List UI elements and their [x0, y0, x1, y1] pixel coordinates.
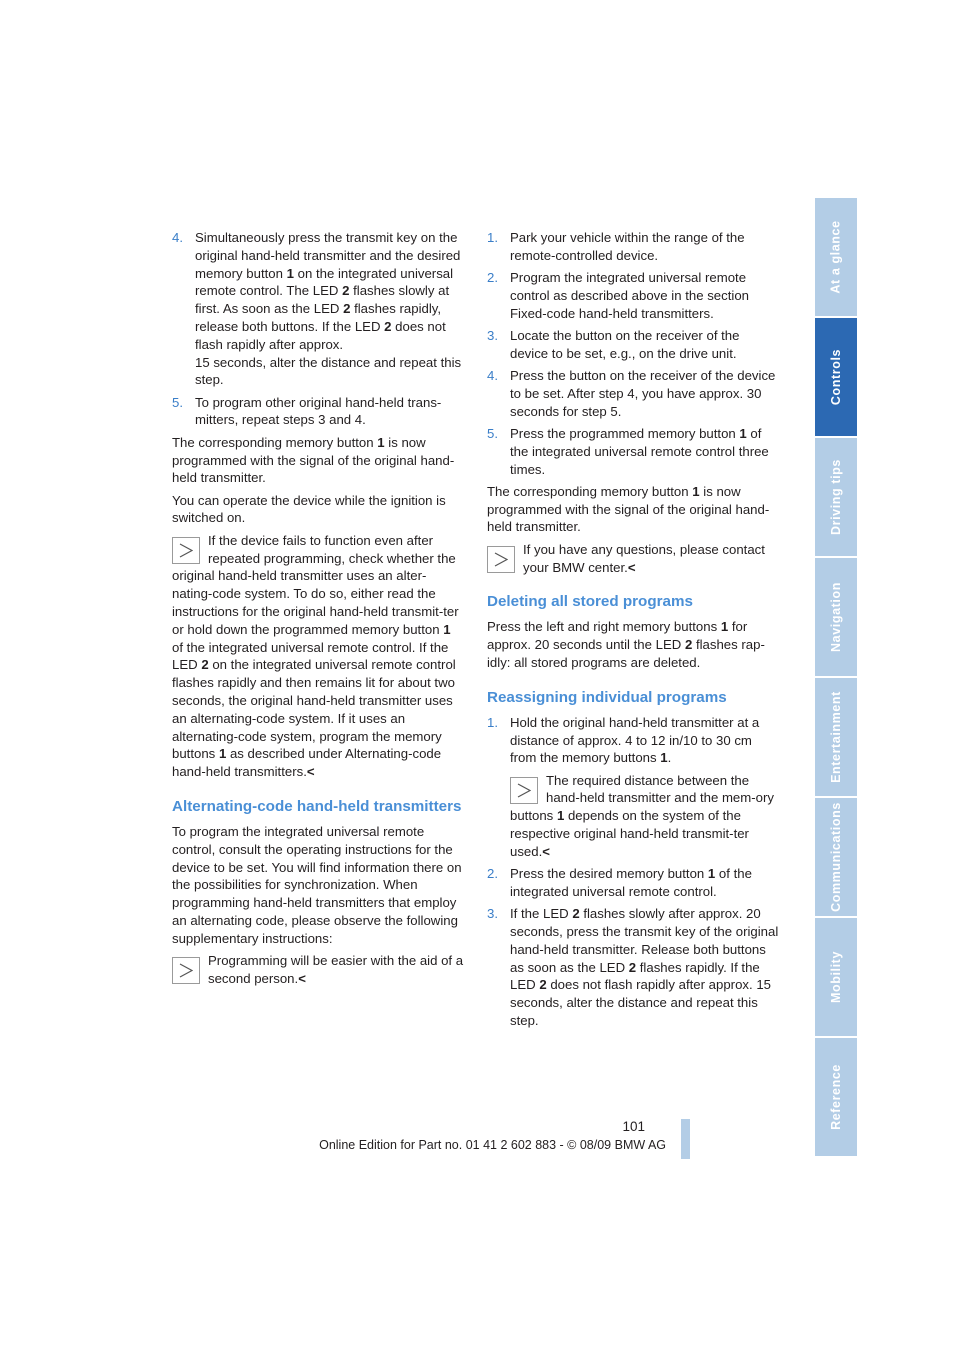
- step-text: Simultaneously press the transmit key on the original hand-held transmitter and the desired memory button 1 on the integrated universal remote control. The LED 2 flashes slowly at first. As soon as the LED 2 flashes rapidly, release both buttons. If the LED 2 does not flash rapidly after approx. 15 seconds, alter the distance and repeat this step.: [195, 230, 462, 388]
- paragraph: To program the integrated universal remote control, consult the operating instructions for the device to be set. You will find information there on the possibilities for synchronization. When programming hand-held transmitters that employ an alternating code, please observe the following supplementary instructions:: [172, 823, 462, 946]
- section-heading: Reassigning individual programs: [487, 688, 727, 706]
- end-mark: <: [542, 843, 550, 859]
- chapter-sidebar: [815, 198, 857, 1160]
- step-5: [172, 394, 464, 430]
- note-arrow-icon: [172, 537, 200, 564]
- end-mark: <: [298, 970, 306, 986]
- note: Programming will be easier with the aid of a second person.<: [172, 952, 464, 988]
- note: The required distance between the hand-held transmitter and the mem-ory buttons 1 depends on the system of the respective original hand-held transmit-ter used.<: [510, 772, 774, 859]
- paragraph: The corresponding memory button 1 is now programmed with the signal of the original hand-held transmitter.: [487, 483, 770, 535]
- tab-at-a-glance[interactable]: At a glance: [815, 198, 857, 316]
- end-mark: <: [306, 764, 315, 780]
- right-column: [487, 229, 779, 1034]
- step-1: 1. Hold the original hand-held transmitter at a distance of approx. 4 to 12 in/10 to 30 cm from the memory buttons 1.: [487, 714, 760, 766]
- note-arrow-icon: [510, 777, 538, 804]
- footer-edition-note: Online Edition for Part no. 01 41 2 602 883 - © 08/09 BMW AG: [319, 1138, 666, 1152]
- tab-entertainment[interactable]: Entertainment: [815, 678, 857, 796]
- section-heading: Deleting all stored programs: [487, 593, 693, 611]
- tab-controls[interactable]: Controls: [815, 318, 857, 436]
- paragraph: You can operate the device while the ignition is switched on.: [172, 492, 446, 526]
- step-2: 2. Press the desired memory button 1 of the integrated universal remote control.: [487, 866, 752, 899]
- step-1: 1. Park your vehicle within the range of the remote-controlled device.: [487, 230, 745, 263]
- section-heading: Alternating-code hand-held transmitters: [172, 797, 462, 815]
- step-3: 3. If the LED 2 flashes slowly after approx. 20 seconds, press the transmit key of the original hand-held transmitter. Release both buttons as soon as the LED 2 flashes rapidly. If the LED 2 does not flash rapidly after approx. 15 seconds, alter the distance and repeat this step.: [487, 906, 779, 1028]
- step-number: 5.: [172, 394, 183, 410]
- page-number: 101: [622, 1119, 645, 1134]
- note-arrow-icon: [487, 546, 515, 573]
- step-3: 3. Locate the button on the receiver of the device to be set, e.g., on the drive unit.: [487, 327, 740, 361]
- step-4: [172, 229, 464, 389]
- paragraph: The corresponding memory button 1 is now programmed with the signal of the original hand-held transmitter.: [172, 434, 455, 486]
- note: If you have any questions, please contact your BMW center.<: [487, 541, 779, 577]
- step-text: To program other original hand-held trans-mitters, repeat steps 3 and 4.: [195, 394, 442, 428]
- step-4: 4. Press the button on the receiver of the device to be set. After step 4, you have approx. 30 seconds for step 5.: [487, 368, 776, 419]
- page-marker-bar: [681, 1119, 690, 1159]
- note-arrow-icon: [172, 957, 200, 984]
- tab-driving-tips[interactable]: Driving tips: [815, 438, 857, 556]
- tab-reference[interactable]: Reference: [815, 1038, 857, 1156]
- tab-mobility[interactable]: Mobility: [815, 918, 857, 1036]
- note: If the device fails to function even after repeated programming, check whether the original hand-held transmitter uses an alter-nating-code system. To do so, either read the instructions for the original hand-held transmit-ter or hold down the programmed memory button 1 of the integrated universal remote control. If the LED 2 on the integrated universal remote control flashes rapidly and then remains lit for about two seconds, the original hand-held transmitter uses an alternating-code system. If it uses an alternating-code system, program the memory buttons 1 as described under Alternating-code hand-held transmitters.<: [172, 532, 459, 780]
- tab-navigation[interactable]: Navigation: [815, 558, 857, 676]
- end-mark: <: [627, 559, 636, 575]
- left-column: [172, 229, 464, 992]
- tab-communications[interactable]: Communications: [815, 798, 857, 916]
- step-5: 5. Press the programmed memory button 1 of the integrated universal remote control three times.: [487, 425, 769, 477]
- step-number: 4.: [172, 230, 183, 245]
- step-2: 2. Program the integrated universal remote control as described above in the section Fixed-code hand-held transmitters.: [487, 270, 749, 321]
- paragraph: Press the left and right memory buttons 1 for approx. 20 seconds until the LED 2 flashes rap-idly: all stored programs are deleted.: [487, 619, 765, 670]
